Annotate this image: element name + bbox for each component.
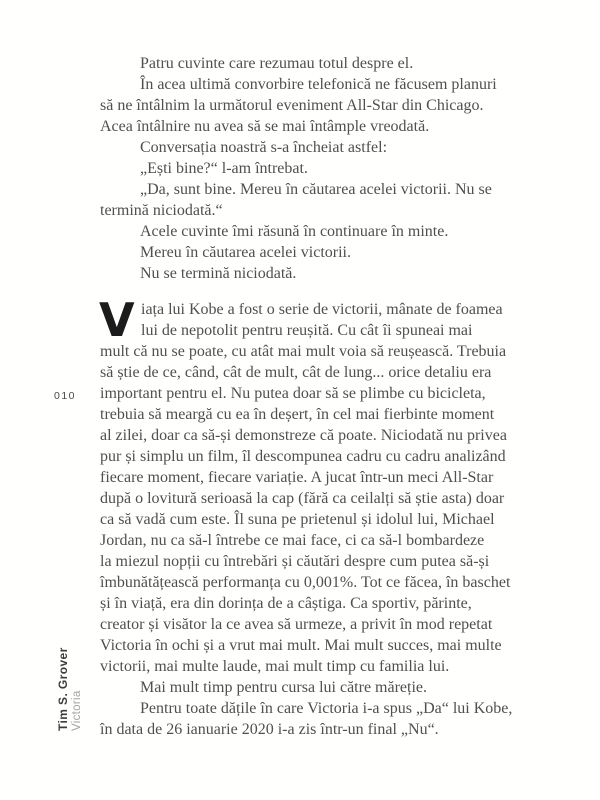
text-line: „Da, sunt bine. Mereu în căutarea acelei victorii. Nu se <box>140 181 492 198</box>
text-line: în data de 26 ianuarie 2020 i-a zis într-un final „Nu“. <box>100 721 439 738</box>
text-line: În acea ultimă convorbire telefonică ne făcusem planuri <box>140 76 497 93</box>
drop-cap-letter: V <box>99 293 135 347</box>
text-line: al zilei, doar ca să-și demonstreze că poate. Niciodată nu privea <box>100 427 507 444</box>
text-line: termină niciodată.“ <box>100 202 223 219</box>
text-line: Mereu în căutarea acelei victorii. <box>140 244 351 261</box>
text-line: Victoria în ochi și a vrut mai mult. Mai mult succes, mai multe <box>100 637 502 654</box>
text-line: victorii, mai multe laude, mai mult timp cu familia lui. <box>100 658 450 675</box>
text-line: fiecare moment, fiecare variație. A jucat într-un meci All-Star <box>100 469 494 486</box>
text-line: Jordan, nu ca să-l întrebe ce mai face, ci ca să-l bombardeze <box>100 532 485 549</box>
text-line: îmbunătățească performanța cu 0,001%. Tot ce făcea, în baschet <box>100 574 511 591</box>
text-line: pur și simplu un film, îl descompunea cadru cu cadru analizând <box>100 448 506 465</box>
spine-author: Tim S. Grover <box>56 647 70 731</box>
dropcap-lines <box>99 293 568 740</box>
text-line: important pentru el. Nu putea doar să se plimbe cu bicicleta, <box>100 385 486 402</box>
spine-title: Victoria <box>71 690 83 731</box>
text-line: la miezul nopții cu întrebări și căutări despre cum putea să-și <box>100 553 490 570</box>
text-line: Mai mult timp pentru cursa lui către măreție. <box>140 679 428 696</box>
text-line: Acele cuvinte îmi răsună în continuare în minte. <box>140 223 449 240</box>
spine-text <box>56 647 84 731</box>
dropcap-section <box>99 293 568 740</box>
text-line: mult că nu se poate, cu atât mai mult voia să reușească. Trebuia <box>100 343 507 360</box>
text-line: creator și visător la ce avea să urmeze, a privit în mod repetat <box>100 616 493 633</box>
text-line: trebuia să meargă cu ea în deșert, în cel mai fierbinte moment <box>100 406 495 423</box>
text-line: Pentru toate dățile în care Victoria i-a spus „Da“ lui Kobe, <box>140 700 513 717</box>
text-line: să ne întâlnim la următorul eveniment All-Star din Chicago. <box>100 97 484 114</box>
text-line: să știe de ce, când, cât de mult, cât de lung... orice detaliu era <box>100 364 492 381</box>
text-line: Nu se termină niciodată. <box>140 265 297 282</box>
text-line: „Ești bine?“ l-am întrebat. <box>140 160 308 177</box>
text-line: lui de nepotolit pentru reușită. Cu cât îi spuneai mai <box>141 322 473 339</box>
text-block <box>100 53 568 740</box>
text-line: Patru cuvinte care rezumau totul despre el. <box>140 55 414 72</box>
text-line: iața lui Kobe a fost o serie de victorii, mânate de foamea <box>141 301 503 318</box>
page-number: 010 <box>54 390 77 402</box>
text-line: Conversația noastră s-a încheiat astfel: <box>140 139 388 156</box>
opening-section <box>100 53 568 284</box>
text-line: după o lovitură serioasă la cap (fără ca ceilalți să știe asta) doar <box>100 490 505 507</box>
text-line: Acea întâlnire nu avea să se mai întâmple vreodată. <box>100 118 430 135</box>
text-line: și în viață, era din dorința de a câștiga. Ca sportiv, părinte, <box>100 595 472 612</box>
text-line: ca să vadă cum este. Îl suna pe prietenul și idolul lui, Michael <box>100 511 495 528</box>
